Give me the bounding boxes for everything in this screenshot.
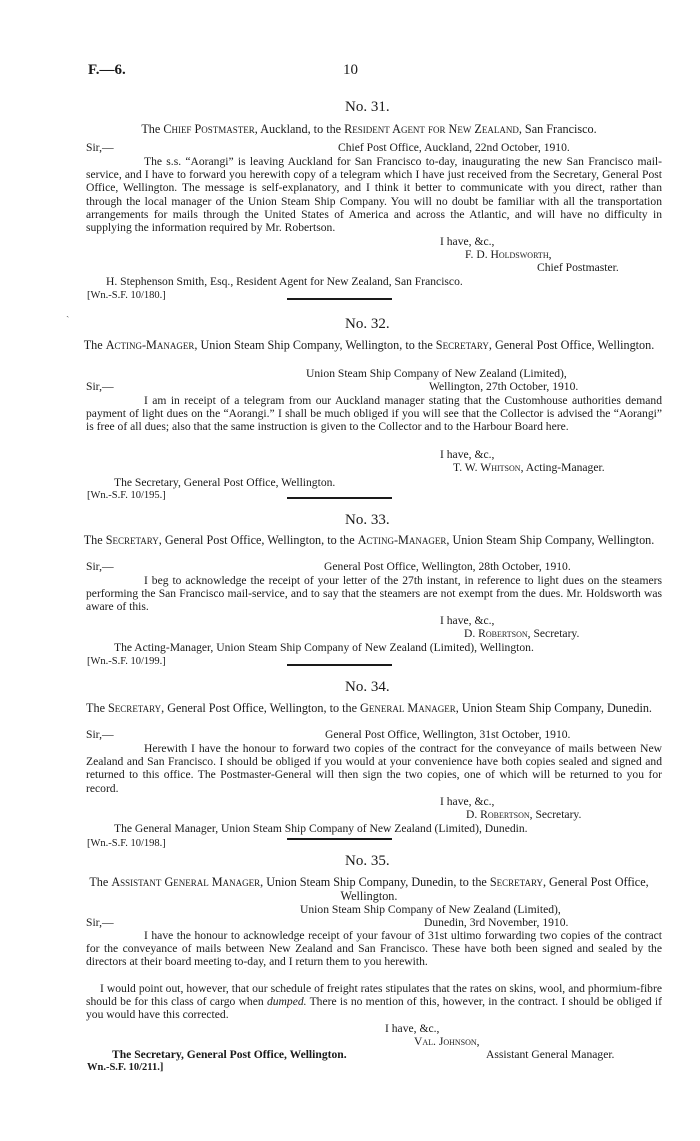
heading-sender: Secretary bbox=[105, 533, 159, 547]
letter-33-heading: The Secretary, General Post Office, Wellington, to the Acting-Manager, Union Steam Ship Company, Wellington. bbox=[83, 533, 655, 547]
letter-34-address: General Post Office, Wellington, 31st October, 1910. bbox=[325, 728, 571, 741]
letter-34-signature-block: D. Robertson, Secretary. bbox=[466, 808, 582, 821]
heading-recipient: Secretary bbox=[489, 875, 543, 889]
letter-33-address: General Post Office, Wellington, 28th October, 1910. bbox=[324, 560, 571, 573]
letter-32-addressee: The Secretary, General Post Office, Wellington. bbox=[114, 476, 336, 489]
letter-33-salutation: Sir,— bbox=[86, 560, 114, 573]
letter-35-body-1: I have the honour to acknowledge receipt of your favour of 31st ultimo forwarding two copies of the contract for the conveyance of mails between New Zealand and San Francisco. These have both been signed and sealed by the directors at their board meeting to-day, and I return them to you herewith. bbox=[86, 929, 662, 969]
letter-35-address-line-1: Union Steam Ship Company of New Zealand (Limited), bbox=[300, 903, 561, 916]
letter-32-heading: The Acting-Manager, Union Steam Ship Company, Wellington, to the Secretary, General Post Office, Wellington. bbox=[83, 338, 655, 352]
letter-32-signature-block: T. W. Whitson, Acting-Manager. bbox=[453, 461, 605, 474]
emphasis-dumped: dumped. bbox=[266, 995, 307, 1009]
separator-rule bbox=[287, 298, 392, 300]
letter-34-reference: [Wn.-S.F. 10/198.] bbox=[87, 838, 166, 849]
letter-34-signature: D. Robertson bbox=[466, 808, 530, 821]
letter-33-signature: D. Robertson bbox=[464, 627, 528, 640]
letter-34-body: Herewith I have the honour to forward two copies of the contract for the conveyance of mails between New Zealand and San Francisco. I should be obliged if you would at your convenience have both copies sealed and signed and returned to this office. The Postmaster-General will then sign the two copies, one of which will be returned to you for record. bbox=[86, 742, 662, 795]
letter-31-body: The s.s. “Aorangi” is leaving Auckland for San Francisco to-day, inaugurating the new San Francisco mail-service, and I have to forward you herewith copy of a telegram which I have just received from the Secretary, General Post Office, Wellington. The message is self-explanatory, and I think it better to communicate with you direct, rather than through the local manager of the Union Steam Ship Company. You will no doubt be familiar with all the transportation arrangements for mails through the United States of America and across the Atlantic, and will have no difficulty in supplying the information required by Mr. Robertson. bbox=[86, 155, 662, 235]
letter-35-salutation: Sir,— bbox=[86, 916, 114, 929]
letter-31-salutation: Sir,— bbox=[86, 141, 114, 154]
letter-32-reference: [Wn.-S.F. 10/195.] bbox=[87, 490, 166, 501]
letter-33-addressee: The Acting-Manager, Union Steam Ship Company of New Zealand (Limited), Wellington. bbox=[114, 641, 534, 654]
letter-34-salutation: Sir,— bbox=[86, 728, 114, 741]
letter-32-address-line-2: Wellington, 27th October, 1910. bbox=[429, 380, 579, 393]
letter-35-body-2: I would point out, however, that our schedule of freight rates stipulates that the rates on skins, wool, and phormium-fibre should be for this class of cargo when dumped. There is no mention of this, however, in the contract. I should be obliged if you would have this corrected. bbox=[86, 982, 663, 1022]
letter-33-closing: I have, &c., bbox=[440, 614, 495, 627]
letter-35-signature: Val. Johnson, bbox=[414, 1035, 480, 1048]
letter-35-closing: I have, &c., bbox=[385, 1022, 440, 1035]
letter-34-number: No. 34. bbox=[345, 679, 390, 695]
letter-32-body: I am in receipt of a telegram from our Auckland manager stating that the Customhouse authorities demand payment of light dues on the “Aorangi.” I shall be much obliged if you will see that the Collector is advised the “Aorangi” is free of all dues; also that the same instruction is given to the Collector and to the Harbour Board here. bbox=[86, 394, 662, 434]
letter-32-address-line-1: Union Steam Ship Company of New Zealand (Limited), bbox=[306, 367, 567, 380]
heading-sender: Secretary bbox=[108, 701, 162, 715]
heading-sender: Assistant General Manager bbox=[111, 875, 261, 889]
separator-rule bbox=[287, 664, 392, 666]
separator-rule bbox=[287, 838, 392, 840]
heading-sender: Acting-Manager bbox=[105, 338, 195, 352]
heading-recipient: Secretary bbox=[435, 338, 489, 352]
letter-31-signature-title: Chief Postmaster. bbox=[537, 261, 619, 274]
letter-32-salutation: Sir,— bbox=[86, 380, 114, 393]
letter-33-signature-block: D. Robertson, Secretary. bbox=[464, 627, 580, 640]
letter-34-addressee: The General Manager, Union Steam Ship Company of New Zealand (Limited), Dunedin. bbox=[114, 822, 528, 835]
page-number: 10 bbox=[343, 62, 358, 78]
letter-34-closing: I have, &c., bbox=[440, 795, 495, 808]
letter-33-number: No. 33. bbox=[345, 512, 390, 528]
separator-rule bbox=[287, 497, 392, 499]
letter-35-number: No. 35. bbox=[345, 853, 390, 869]
heading-sender: Chief Postmaster bbox=[163, 122, 255, 136]
letter-31-closing: I have, &c., bbox=[440, 235, 495, 248]
letter-33-reference: [Wn.-S.F. 10/199.] bbox=[87, 656, 166, 667]
letter-31-signature: F. D. Holdsworth, bbox=[465, 248, 552, 261]
letter-33-body: I beg to acknowledge the receipt of your letter of the 27th instant, in reference to light dues on the steamers performing the San Francisco mail-service, and to say that the steamers are not exempt from the dues. Mr. Holdsworth was aware of this. bbox=[86, 574, 662, 614]
letter-35-addressee: The Secretary, General Post Office, Wellington. bbox=[112, 1048, 347, 1061]
margin-tick: ˎ bbox=[66, 307, 70, 318]
letter-31-address: Chief Post Office, Auckland, 22nd October, 1910. bbox=[338, 141, 570, 154]
letter-32-signature: T. W. Whitson bbox=[453, 461, 521, 474]
heading-recipient: Acting-Manager bbox=[357, 533, 447, 547]
letter-35-reference: Wn.-S.F. 10/211.] bbox=[87, 1062, 164, 1073]
letter-35-heading: The Assistant General Manager, Union Steam Ship Company, Dunedin, to the Secretary, General Post Office, Wellington. bbox=[89, 875, 649, 903]
letter-32-closing: I have, &c., bbox=[440, 448, 495, 461]
letter-32-number: No. 32. bbox=[345, 316, 390, 332]
letter-31-number: No. 31. bbox=[345, 99, 390, 115]
letter-35-signature-title: Assistant General Manager. bbox=[486, 1048, 615, 1061]
heading-recipient: Resident Agent for New Zealand bbox=[344, 122, 519, 136]
heading-recipient: General Manager bbox=[360, 701, 456, 715]
letter-31-reference: [Wn.-S.F. 10/180.] bbox=[87, 290, 166, 301]
letter-34-heading: The Secretary, General Post Office, Wellington, to the General Manager, Union Steam Ship Company, Dunedin. bbox=[86, 701, 652, 715]
section-code: F.—6. bbox=[88, 62, 126, 78]
letter-31-addressee: H. Stephenson Smith, Esq., Resident Agent for New Zealand, San Francisco. bbox=[106, 275, 463, 288]
letter-31-heading: The Chief Postmaster, Auckland, to the Resident Agent for New Zealand, San Francisco. bbox=[141, 122, 597, 136]
letter-35-address-line-2: Dunedin, 3rd November, 1910. bbox=[424, 916, 569, 929]
